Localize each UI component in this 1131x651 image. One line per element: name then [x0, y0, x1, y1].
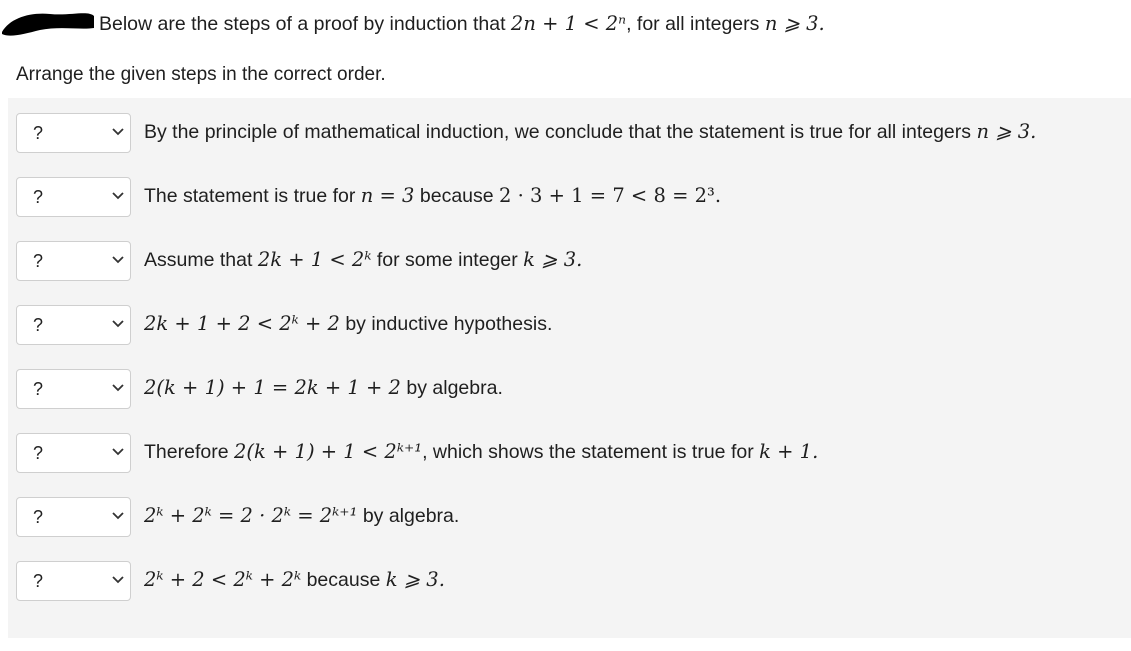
select-value: ? [33, 315, 44, 335]
step-8-text: because [301, 569, 386, 591]
select-value: ? [33, 379, 44, 399]
question-text [99, 12, 825, 36]
step-3-text: Assume that [144, 249, 258, 271]
order-select-7[interactable] [16, 497, 131, 537]
step-text-1 [144, 120, 1036, 144]
step-6-math-2: k + 1. [759, 440, 819, 463]
select-value: ? [33, 251, 44, 271]
step-2-math-1: n = 3 [360, 184, 415, 207]
steps-panel [8, 98, 1131, 638]
chevron-down-icon [112, 128, 124, 136]
step-7-text: by algebra. [357, 505, 460, 527]
select-value: ? [33, 443, 44, 463]
order-select-3[interactable] [16, 241, 131, 281]
step-3-math-1: 2k + 1 < 2ᵏ [257, 248, 372, 271]
select-value: ? [33, 123, 44, 143]
order-select-2[interactable] [16, 177, 131, 217]
step-text-7 [144, 504, 459, 528]
step-4-math: 2k + 1 + 2 < 2ᵏ + 2 [144, 312, 340, 335]
order-select-6[interactable] [16, 433, 131, 473]
select-value: ? [33, 187, 44, 207]
step-5-math: 2(k + 1) + 1 = 2k + 1 + 2 [144, 376, 401, 399]
step-2-text-2: because [414, 185, 500, 207]
chevron-down-icon [112, 320, 124, 328]
chevron-down-icon [112, 576, 124, 584]
chevron-down-icon [112, 448, 124, 456]
step-text-6 [144, 440, 818, 464]
step-6-math-1: 2(k + 1) + 1 < 2ᵏ⁺¹ [233, 440, 423, 463]
select-value: ? [33, 507, 44, 527]
question-text-middle: , for all integers [626, 13, 765, 35]
chevron-down-icon [112, 384, 124, 392]
step-1-math: n ⩾ 3. [976, 120, 1037, 143]
redaction-scribble [0, 4, 96, 38]
step-3-text-2: for some integer [371, 249, 524, 271]
question-condition: n ⩾ 3. [764, 12, 825, 35]
step-4-text: by inductive hypothesis. [339, 313, 553, 335]
step-5-text: by algebra. [400, 377, 503, 399]
step-1-text: By the principle of mathematical induction, we conclude that the statement is true for all integers [144, 121, 977, 143]
step-6-text-2: , which shows the statement is true for [422, 441, 760, 463]
question-math: 2n + 1 < 2ⁿ [510, 12, 627, 35]
step-2-text: The statement is true for [144, 185, 361, 207]
step-text-2 [144, 184, 721, 208]
step-8-math-1: 2ᵏ + 2 < 2ᵏ + 2ᵏ [144, 568, 302, 591]
chevron-down-icon [112, 192, 124, 200]
step-7-math: 2ᵏ + 2ᵏ = 2 · 2ᵏ = 2ᵏ⁺¹ [144, 504, 358, 527]
step-8-math-2: k ⩾ 3. [385, 568, 445, 591]
step-2-math-2: 2 · 3 + 1 = 7 < 8 = 2³. [499, 184, 722, 207]
chevron-down-icon [112, 256, 124, 264]
step-text-8 [144, 568, 445, 592]
select-value: ? [33, 571, 44, 591]
order-select-1[interactable] [16, 113, 131, 153]
instruction-text: Arrange the given steps in the correct order. [16, 64, 386, 85]
step-text-4 [144, 312, 552, 336]
question-text-before: Below are the steps of a proof by induction that [99, 13, 511, 35]
chevron-down-icon [112, 512, 124, 520]
step-3-math-2: k ⩾ 3. [523, 248, 583, 271]
order-select-4[interactable] [16, 305, 131, 345]
order-select-8[interactable] [16, 561, 131, 601]
step-6-text: Therefore [144, 441, 234, 463]
step-text-3 [144, 248, 582, 272]
order-select-5[interactable] [16, 369, 131, 409]
step-text-5 [144, 376, 503, 400]
